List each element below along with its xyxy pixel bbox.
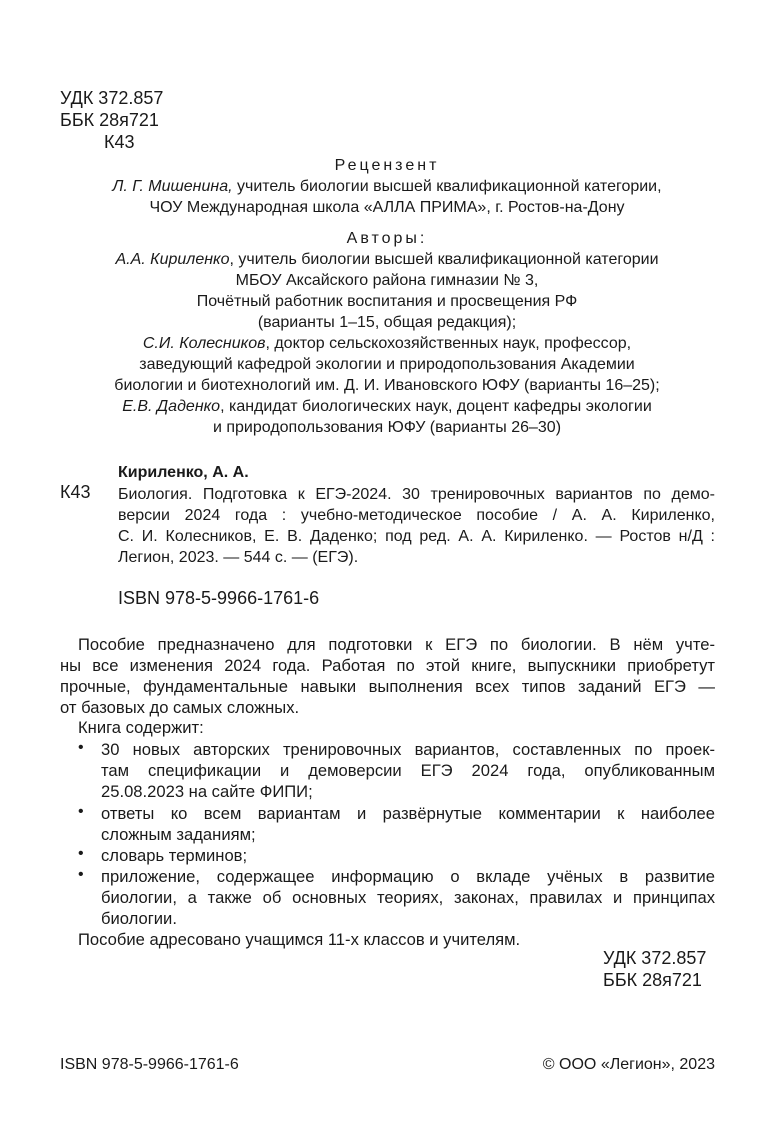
annotation-line-2: ны все изменения 2024 года. Работая по этой книге, выпускники приобретут — [60, 656, 715, 675]
author-mark: К43 — [104, 132, 135, 152]
catalog-author-heading: Кириленко, А. А. — [118, 464, 249, 481]
bullet-1-line-2: там спецификации и демоверсии ЕГЭ 2024 года, опубликованным — [101, 761, 715, 780]
annotation-line-3: прочные, фундаментальные навыки выполнения всех типов заданий ЕГЭ — — [60, 677, 715, 696]
annotation-closing: Пособие адресовано учащимся 11-х классов и учителям. — [78, 930, 521, 949]
bullet-marker: • — [78, 739, 84, 756]
bottom-isbn: ISBN 978-5-9966-1761-6 — [60, 1056, 239, 1073]
bullet-2-line-1: ответы ко всем вариантам и развёрнутые комментарии к наиболее — [101, 804, 715, 823]
author-3-name: Е.В. Даденко — [122, 398, 221, 415]
bullet-marker: • — [78, 803, 84, 820]
bullet-4-line-1: приложение, содержащее информацию о вкладе учёных в развитие — [101, 867, 715, 886]
author-2-line-2: заведующий кафедрой экологии и природопользования Академии — [139, 356, 635, 373]
reviewer-line-2: ЧОУ Международная школа «АЛЛА ПРИМА», г. Ростов-на-Дону — [149, 199, 625, 216]
author-1-line-4: (варианты 1–15, общая редакция); — [257, 314, 517, 331]
bullet-3-line-1: словарь терминов; — [101, 846, 248, 865]
reviewer-line-1 — [0, 176, 774, 197]
author-1-line-3: Почётный работник воспитания и просвещения РФ — [196, 293, 578, 310]
author-3-line-1 — [0, 396, 774, 417]
bullet-marker: • — [78, 866, 84, 883]
bullet-1-line-1: 30 новых авторских тренировочных вариантов, составленных по проек- — [101, 740, 715, 759]
bullet-4-line-3: биологии. — [101, 909, 177, 928]
reviewer-position: учитель биологии высшей квалификационной категории, — [232, 178, 662, 195]
catalog-line-2: версии 2024 года : учебно-методическое пособие / А. А. Кириленко, — [118, 507, 715, 524]
author-2-line-1 — [0, 333, 774, 354]
author-3-position: , кандидат биологических наук, доцент кафедры экологии — [220, 398, 652, 415]
reviewer-heading: Рецензент — [334, 157, 440, 174]
author-1-line-1 — [0, 249, 774, 270]
catalog-line-4: Легион, 2023. — 544 с. — (ЕГЭ). — [118, 549, 359, 566]
annotation-line-1: Пособие предназначено для подготовки к ЕГЭ по биологии. В нём учте- — [78, 635, 715, 654]
catalog-author-mark: К43 — [60, 482, 91, 502]
bullet-2-line-2: сложным заданиям; — [101, 825, 256, 844]
copyright: © ООО «Легион», 2023 — [542, 1056, 715, 1073]
bullet-marker: • — [78, 845, 84, 862]
bbk-code: ББК 28я721 — [60, 110, 159, 130]
annotation-line-4: от базовых до самых сложных. — [60, 698, 300, 717]
bullet-4-line-2: биологии, а также об основных теориях, законах, правилах и принципах — [101, 888, 715, 907]
reviewer-name: Л. Г. Мишенина, — [112, 178, 233, 195]
contents-heading: Книга содержит: — [78, 718, 204, 737]
udk-code: УДК 372.857 — [60, 88, 164, 108]
catalog-line-1: Биология. Подготовка к ЕГЭ-2024. 30 тренировочных вариантов по демо- — [118, 486, 715, 503]
author-2-position: , доктор сельскохозяйственных наук, профессор, — [265, 335, 632, 352]
author-1-line-2: МБОУ Аксайского района гимназии № 3, — [235, 272, 539, 289]
author-1-position: , учитель биологии высшей квалификационной категории — [229, 251, 659, 268]
footer-udk-code: УДК 372.857 — [603, 948, 707, 968]
bullet-1-line-3: 25.08.2023 на сайте ФИПИ; — [101, 782, 313, 801]
author-2-line-3: биологии и биотехнологий им. Д. И. Ивановского ЮФУ (варианты 16–25); — [114, 377, 660, 394]
catalog-isbn: ISBN 978-5-9966-1761-6 — [118, 588, 320, 608]
author-1-name: А.А. Кириленко — [115, 251, 230, 268]
catalog-line-3: С. И. Колесников, Е. В. Даденко; под ред. А. А. Кириленко. — Ростов н/Д : — [118, 528, 715, 545]
footer-bbk-code: ББК 28я721 — [603, 970, 702, 990]
authors-heading: Авторы: — [346, 230, 428, 247]
author-3-line-2: и природопользования ЮФУ (варианты 26–30) — [212, 419, 562, 436]
author-2-name: С.И. Колесников — [142, 335, 266, 352]
